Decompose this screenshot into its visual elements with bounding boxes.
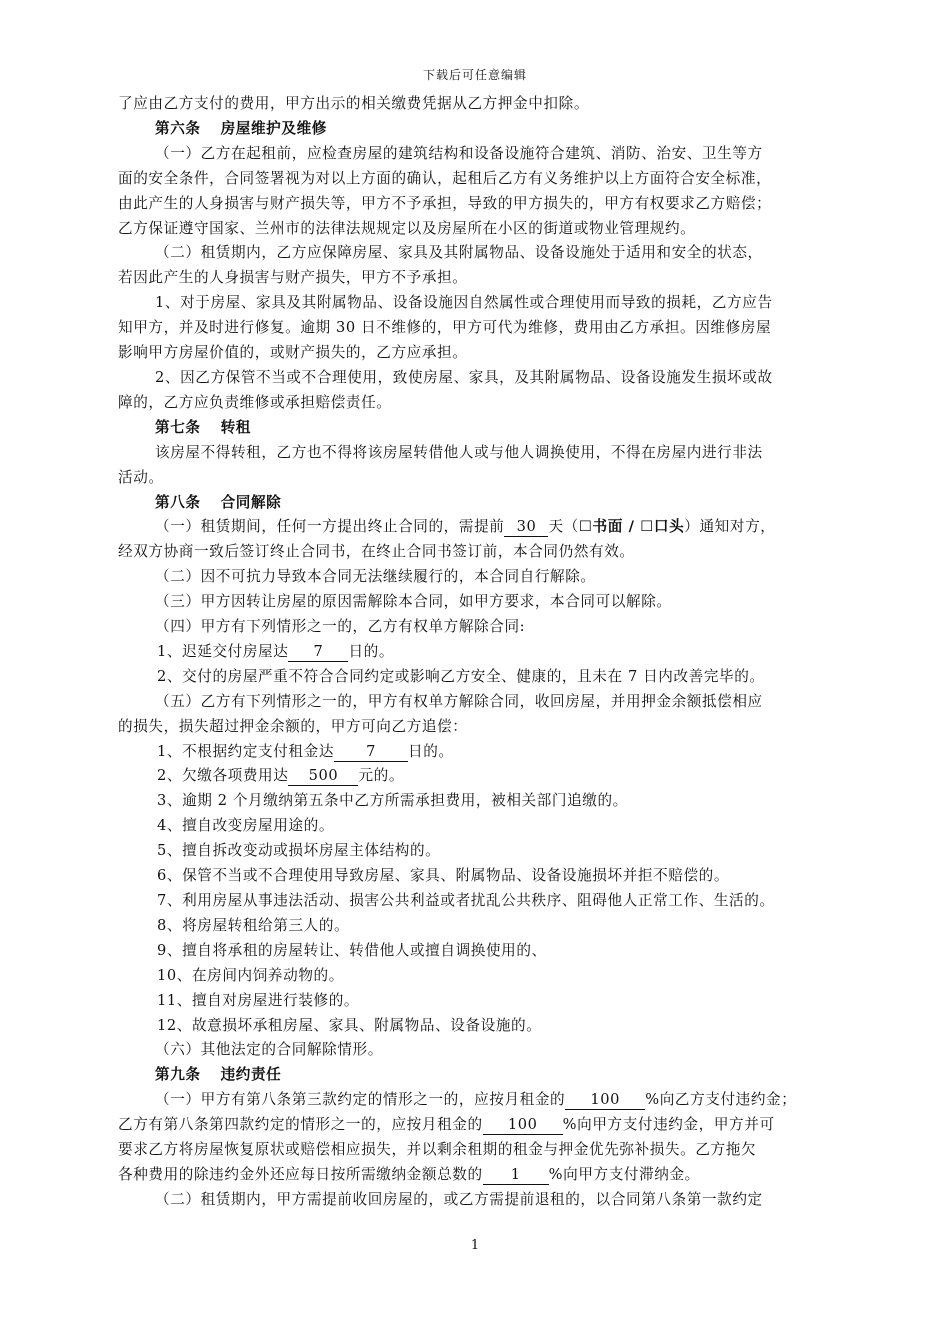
text-segment: %向乙方支付违约金；: [645, 1091, 797, 1109]
filled-blank: 100: [565, 1091, 645, 1110]
text-line: 乙方保证遵守国家、兰州市的法律法规规定以及房屋所在小区的街道或物业管理规约。: [118, 219, 696, 237]
text-line: （三）甲方因转让房屋的原因需解除本合同，如甲方要求，本合同可以解除。: [155, 593, 672, 611]
article-number: 第六条: [155, 119, 201, 137]
text-line: 影响甲方房屋价值的，或财产损失的，乙方应承担。: [118, 344, 468, 362]
text-line: 要求乙方将房屋恢复原状或赔偿相应损失，并以剩余租期的租金与押金优先弥补损失。乙方拖欠: [118, 1141, 757, 1159]
text-segment: 1、不根据约定支付租金达: [157, 742, 335, 760]
article-title: 合同解除: [220, 493, 282, 511]
text-segment: 天（: [548, 518, 579, 536]
text-line: （二）租赁期内，甲方需提前收回房屋的，或乙方需提前退租的，以合同第八条第一款约定: [155, 1190, 763, 1208]
text-line: 了应由乙方支付的费用，甲方出示的相关缴费凭据从乙方押金中扣除。: [118, 95, 590, 112]
article-number: 第七条: [155, 418, 201, 436]
text-line: 面的安全条件，合同签署视为对以上方面的确认，起租后乙方有义务维护以上方面符合安全标准，: [118, 169, 772, 187]
text-line: 2、因乙方保管不当或不合理使用，致使房屋、家具，及其附属物品、设备设施发生损坏或故: [155, 368, 773, 386]
text-segment: 乙方有第八条第四款约定的情形之一的，应按月租金的: [118, 1116, 483, 1134]
document-body: [118, 92, 832, 1213]
text-segment: %向甲方支付滞纳金。: [548, 1165, 700, 1183]
text-line: 9、擅自将承租的房屋转让、转借他人或擅自调换使用的、: [157, 941, 547, 959]
text-segment: 元的。: [358, 767, 405, 785]
text-line: （一）乙方在起租前，应检查房屋的建筑结构和设备设施符合建筑、消防、治安、卫生等方: [155, 144, 763, 162]
text-line: 12、故意损坏承租房屋、家具、附属物品、设备设施的。: [157, 1016, 542, 1034]
text-line: 7、利用房屋从事违法活动、损害公共利益或者扰乱公共秩序、阻碍他人正常工作、生活的。: [157, 892, 775, 909]
text-line: 2、交付的房屋严重不符合合同约定或影响乙方安全、健康的，且未在 7 日内改善完毕的。: [157, 667, 765, 685]
text-line: 6、保管不当或不合理使用导致房屋、家具、附属物品、设备设施损坏并拒不赔偿的。: [157, 867, 730, 885]
filled-blank: 7: [288, 643, 348, 662]
filled-blank: 500: [288, 767, 358, 786]
filled-blank: 30: [504, 518, 548, 537]
text-line: （二）因不可抗力导致本合同无法继续履行的，本合同自行解除。: [155, 568, 596, 586]
filled-blank: 7: [334, 743, 408, 762]
text-line: [118, 740, 832, 765]
page-number: 1: [470, 1238, 480, 1253]
text-line: 该房屋不得转租，乙方也不得将该房屋转借他人或与他人调换使用，不得在房屋内进行非法: [155, 443, 763, 461]
text-line: 由此产生的人身损害与财产损失等，甲方不予承担，导致的甲方损失的，甲方有权要求乙方赔偿；: [118, 194, 772, 212]
article-heading-9: [118, 1063, 832, 1088]
filled-blank: 1: [483, 1166, 549, 1185]
text-line: 经双方协商一致后签订终止合同书，在终止合同书签订前，本合同仍然有效。: [118, 543, 635, 561]
text-segment: （一）租赁期间，任何一方提出终止合同的，需提前: [155, 518, 505, 536]
text-line: [118, 515, 832, 540]
text-line: （六）其他法定的合同解除情形。: [155, 1041, 383, 1059]
article-title: 违约责任: [220, 1066, 282, 1084]
article-title: 转租: [220, 418, 251, 436]
text-line: 障的，乙方应负责维修或承担赔偿责任。: [118, 393, 392, 411]
article-heading-6: [118, 117, 832, 142]
text-segment: 各种费用的除违约金外还应每日按所需缴纳金额总数的: [118, 1165, 483, 1183]
text-line: 1、对于房屋、家具及其附属物品、设备设施因自然属性或合理使用而导致的损耗，乙方应告: [155, 294, 773, 312]
text-line: （二）租赁期内，乙方应保障房屋、家具及其附属物品、设备设施处于适用和安全的状态，: [155, 244, 763, 262]
article-heading-8: [118, 491, 832, 516]
text-line: 8、将房屋转租给第三人的。: [157, 916, 350, 934]
text-line: 4、擅自改变房屋用途的。: [157, 817, 335, 835]
text-segment: 1、迟延交付房屋达: [157, 642, 289, 660]
article-number: 第八条: [155, 493, 201, 511]
text-segment: 2、欠缴各项费用达: [157, 767, 289, 785]
text-line: 10、在房间内饲养动物的。: [157, 966, 344, 984]
text-line: [118, 764, 832, 789]
page-header: 下载后可任意编辑: [422, 68, 527, 82]
text-line: [118, 1088, 832, 1113]
text-line: [118, 640, 832, 665]
text-segment: 日的。: [408, 742, 454, 760]
text-segment: （一）甲方有第八条第三款约定的情形之一的，应按月租金的: [155, 1091, 566, 1109]
article-title: 房屋维护及维修: [220, 119, 327, 137]
text-line: [118, 1163, 832, 1188]
notice-method-checkboxes: ☐书面 / ☐口头: [578, 518, 685, 536]
text-segment: %向甲方支付违约金，甲方并可: [562, 1116, 775, 1134]
article-heading-7: [118, 416, 832, 441]
text-line: 3、逾期 2 个月缴纳第五条中乙方所需承担费用，被相关部门追缴的。: [157, 792, 628, 810]
text-line: 若因此产生的人身损害与财产损失，甲方不予承担。: [118, 269, 468, 287]
text-line: （五）乙方有下列情形之一的，甲方有权单方解除合同，收回房屋，并用押金余额抵偿相应: [155, 692, 763, 710]
text-line: [118, 1113, 832, 1138]
filled-blank: 100: [483, 1116, 563, 1135]
text-segment: ）通知对方，: [684, 518, 776, 536]
text-line: 5、擅自拆改变动或损坏房屋主体结构的。: [157, 842, 441, 860]
text-line: 知甲方，并及时进行修复。逾期 30 日不维修的，甲方可代为维修，费用由乙方承担。因维修房屋: [118, 319, 772, 337]
text-line: 活动。: [118, 468, 164, 486]
text-line: 的损失，损失超过押金余额的，甲方可向乙方追偿：: [118, 717, 468, 735]
text-line: （四）甲方有下列情形之一的，乙方有权单方解除合同:: [155, 618, 526, 636]
text-line: 11、擅自对房屋进行装修的。: [157, 991, 360, 1009]
text-segment: 日的。: [348, 642, 395, 660]
article-number: 第九条: [155, 1066, 201, 1084]
